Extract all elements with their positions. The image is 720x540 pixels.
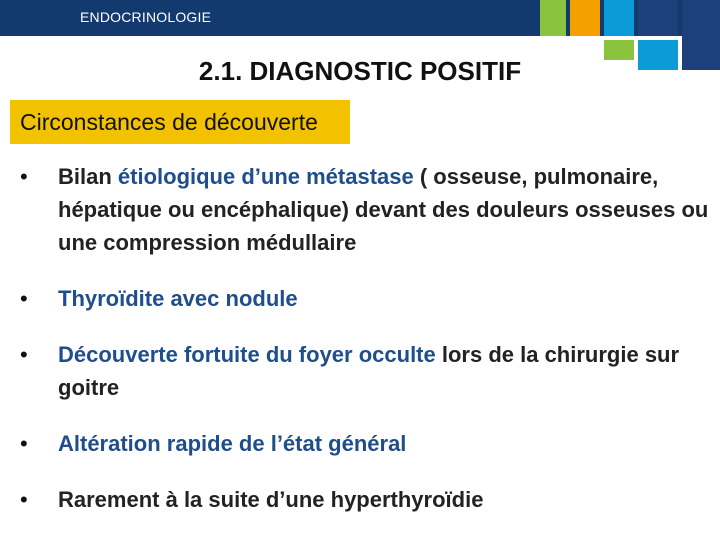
bullet-text: ( osseuse, pulmonaire, hépatique ou encéphalique) devant des douleurs osseuses ou une compression médullaire xyxy=(58,164,709,255)
bullet-icon: • xyxy=(20,342,28,367)
subtitle: Circonstances de découverte xyxy=(20,109,318,135)
list-item xyxy=(20,338,710,404)
bullet-icon: • xyxy=(20,164,28,189)
bullet-text: Rarement à la suite d’une hyperthyroïdie xyxy=(58,487,484,512)
bullet-highlight: Altération rapide de l’état général xyxy=(58,431,407,456)
bullet-icon: • xyxy=(20,286,28,311)
list-item xyxy=(20,282,710,315)
bullet-highlight: Thyroïdite avec nodule xyxy=(58,286,298,311)
bullet-list xyxy=(20,160,710,539)
bullet-highlight: étiologique d’une métastase xyxy=(117,164,414,189)
header-label: ENDOCRINOLOGIE xyxy=(80,9,212,25)
list-item xyxy=(20,427,710,460)
bullet-icon: • xyxy=(20,487,28,512)
slide-title: 2.1. DIAGNOSTIC POSITIF xyxy=(198,56,522,86)
bullet-text: lors de la chirurgie sur goitre xyxy=(58,342,680,400)
bullet-highlight: Découverte fortuite du foyer occulte xyxy=(58,342,436,367)
bullet-text: Bilan xyxy=(58,164,118,189)
list-item xyxy=(20,160,710,259)
list-item xyxy=(20,483,710,516)
bullet-icon: • xyxy=(20,431,28,456)
